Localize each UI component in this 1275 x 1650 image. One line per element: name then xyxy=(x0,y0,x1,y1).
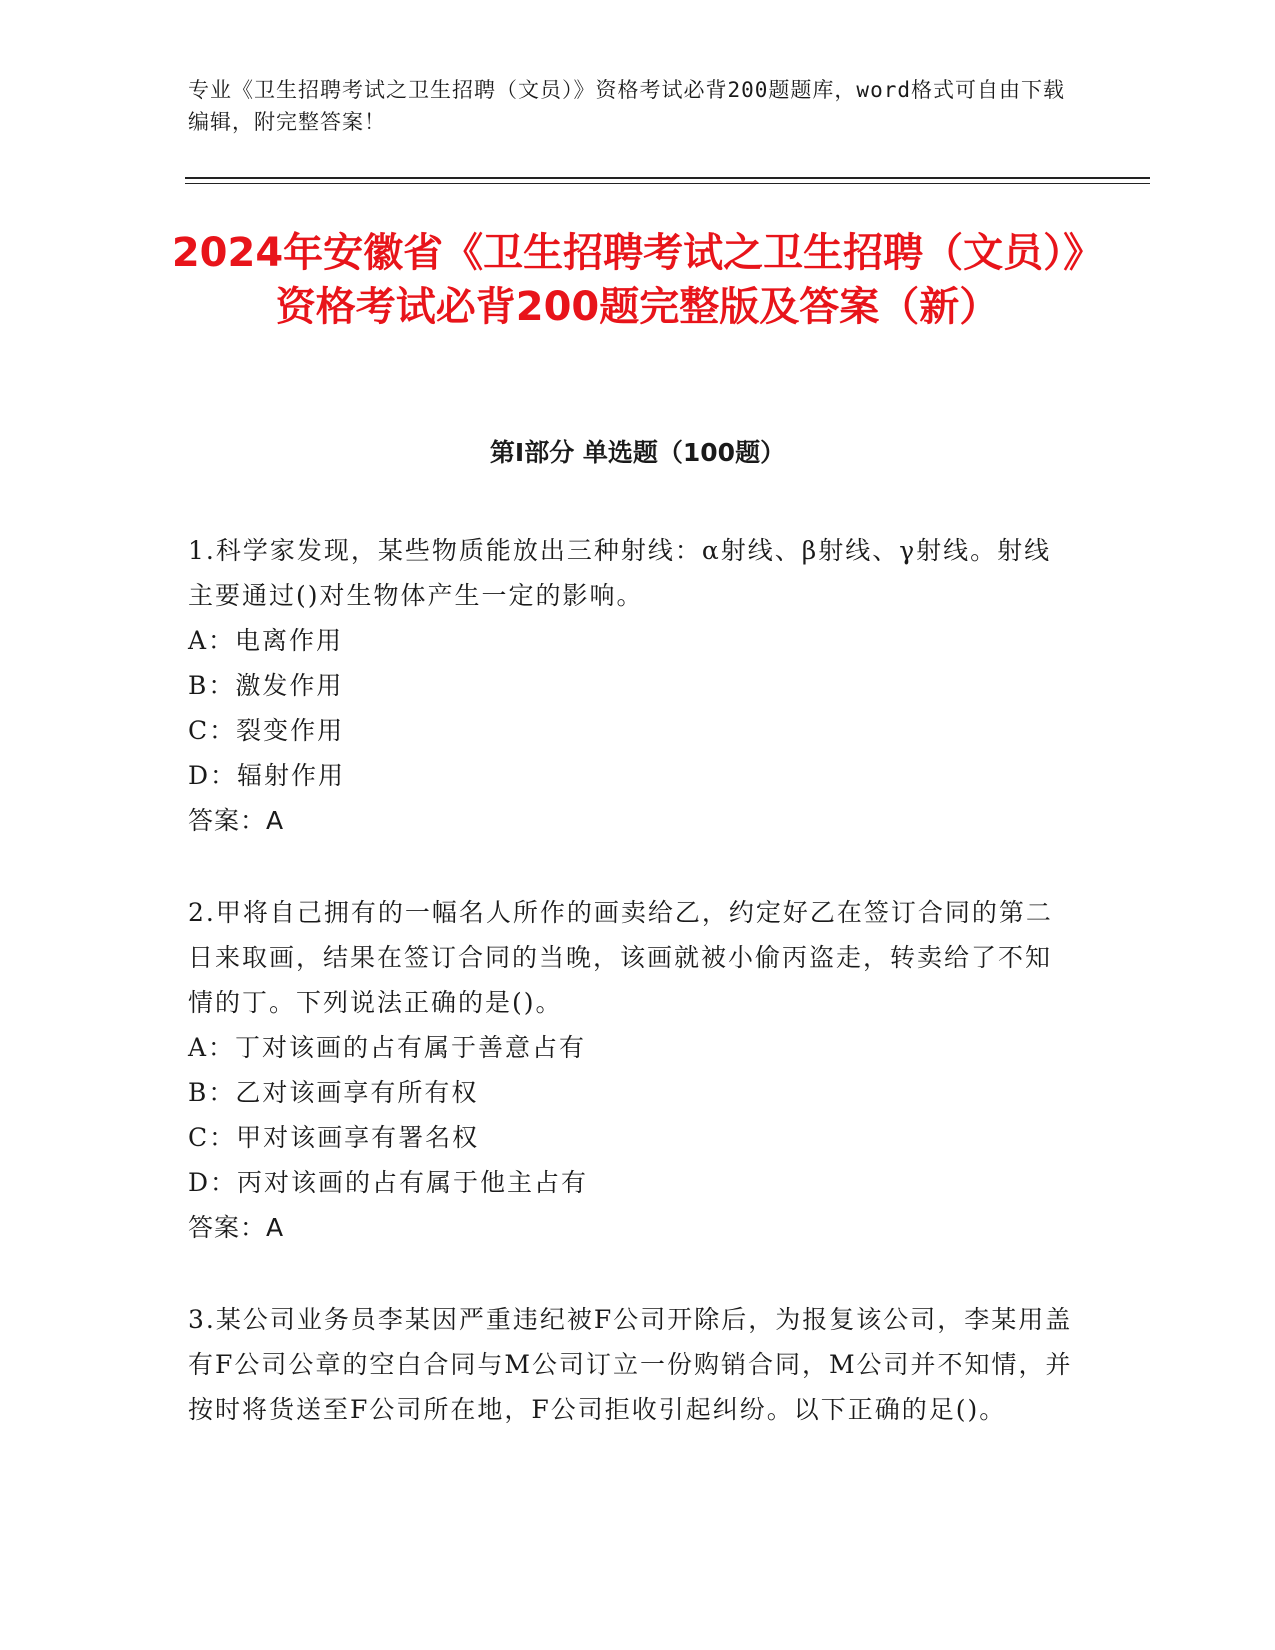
section-heading: 第I部分 单选题（100题） xyxy=(489,438,786,467)
question-3 xyxy=(188,1297,1078,1432)
option-a: A：电离作用 xyxy=(188,626,344,655)
option-d: D：丙对该画的占有属于他主占有 xyxy=(188,1168,589,1197)
option-b: B：激发作用 xyxy=(188,671,344,700)
option-a: A：丁对该画的占有属于善意占有 xyxy=(188,1033,587,1062)
option-b: B：乙对该画享有所有权 xyxy=(188,1078,479,1107)
answer: 答案：A xyxy=(188,806,285,835)
option-c: C：甲对该画享有署名权 xyxy=(188,1123,480,1152)
document-title: 2024年安徽省《卫生招聘考试之卫生招聘（文员）》资格考试必背200题完整版及答案（新） xyxy=(171,230,1104,330)
option-c: C：裂变作用 xyxy=(188,716,345,745)
header-divider-thin xyxy=(185,183,1150,184)
header-divider xyxy=(185,177,1150,179)
answer: 答案：A xyxy=(188,1213,285,1242)
question-stem: 3.某公司业务员李某因严重违纪被F公司开除后，为报复该公司，李某用盖有F公司公章的空白合同与M公司订立一份购销合同，M公司并不知情，并按时将货送至F公司所在地，F公司拒收引起纠纷。以下正确的足()。 xyxy=(188,1305,1073,1424)
question-stem: 1.科学家发现，某些物质能放出三种射线：α射线、β射线、γ射线。射线主要通过()对生物体产生一定的影响。 xyxy=(188,536,1052,610)
question-1 xyxy=(188,528,1078,843)
option-d: D：辐射作用 xyxy=(188,761,346,790)
header-note: 专业《卫生招聘考试之卫生招聘（文员）》资格考试必背200题题库，word格式可自由下载编辑，附完整答案！ xyxy=(188,78,1065,134)
question-stem: 2.甲将自己拥有的一幅名人所作的画卖给乙，约定好乙在签订合同的第二日来取画，结果在签订合同的当晚，该画就被小偷丙盗走，转卖给了不知情的丁。下列说法正确的是()。 xyxy=(188,898,1053,1017)
question-2 xyxy=(188,890,1078,1250)
question-list xyxy=(188,528,1078,1479)
